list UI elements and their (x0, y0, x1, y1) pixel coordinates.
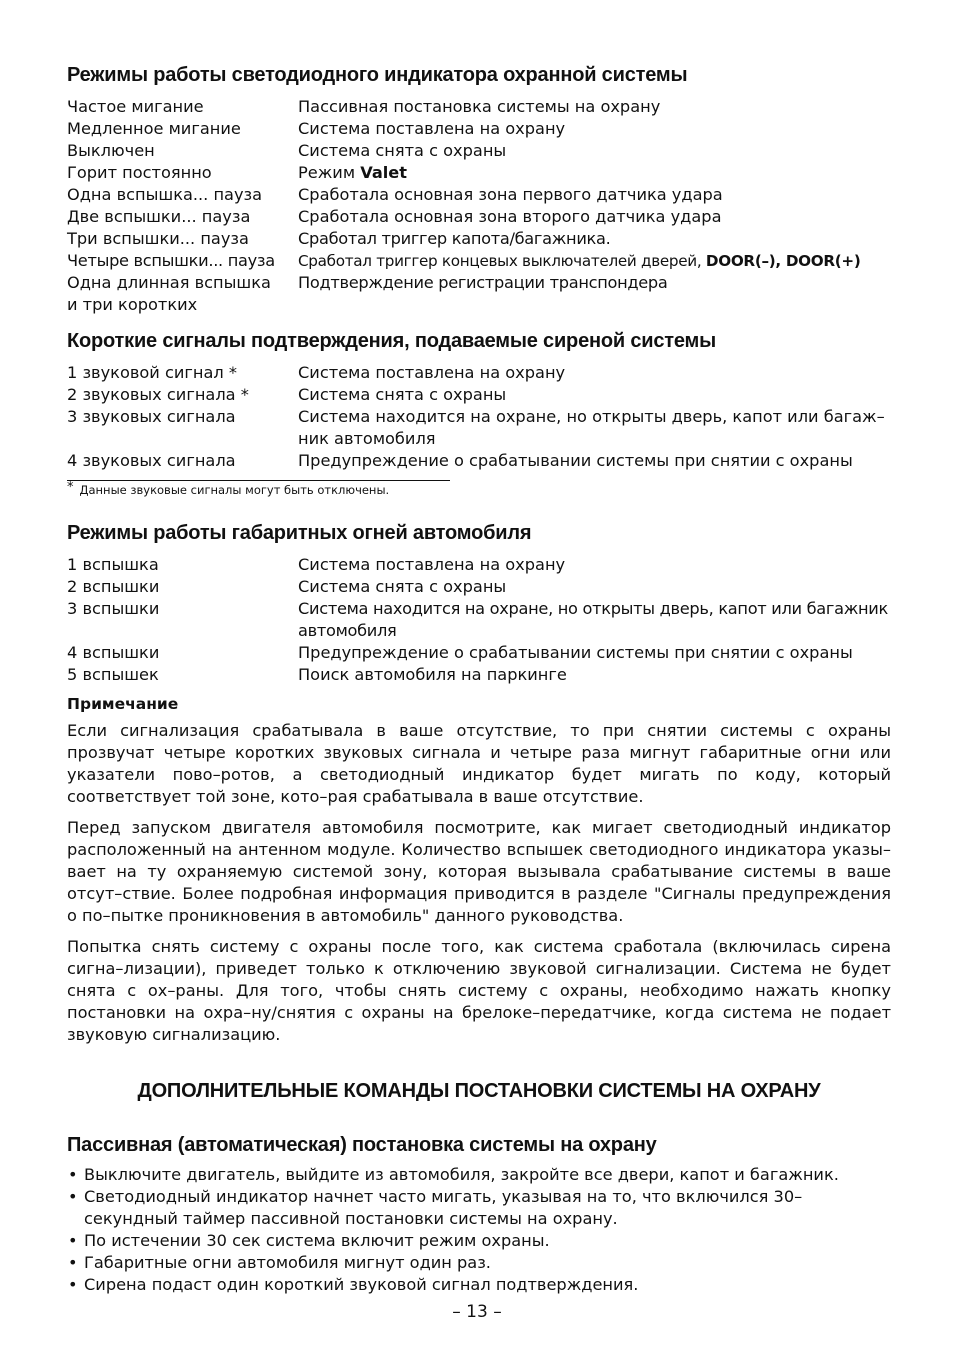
description-cell: Предупреждение о срабатывании системы при снятии с охраны (298, 643, 853, 662)
door-label: DOOR(–), DOOR(+) (705, 252, 861, 270)
table-row (67, 184, 891, 206)
mode-cell: Одна вспышка... пауза (67, 185, 263, 204)
siren-signals-table (67, 362, 891, 472)
section-title-led-modes: Режимы работы светодиодного индикатора охранной системы (67, 64, 688, 86)
flashes-cell: 3 вспышки (67, 599, 160, 618)
table-row (67, 140, 891, 162)
table-row (67, 162, 891, 184)
flashes-cell: 2 вспышки (67, 577, 160, 596)
mode-cell: Две вспышки... пауза (67, 207, 251, 226)
table-row (67, 554, 891, 576)
valet-label: Valet (360, 163, 408, 182)
list-item: • Выключите двигатель, выйдите из автомобиля, закройте все двери, капот и багажник. (68, 1165, 839, 1184)
mode-cell: Медленное мигание (67, 119, 241, 138)
description-cell: Система снята с охраны (298, 141, 507, 160)
signal-cell: 2 звуковых сигнала * (67, 385, 249, 404)
section-title-marker-lights: Режимы работы габаритных огней автомобиля (67, 522, 532, 544)
mode-cell: Горит постоянно (67, 163, 212, 182)
description-cell: Система находится на охране, но открыты дверь, капот или багажник автомобиля (298, 599, 888, 640)
section-title-passive-arming: Пассивная (автоматическая) постановка системы на охрану (67, 1134, 657, 1156)
signal-cell: 1 звуковой сигнал * (67, 363, 237, 382)
table-row (67, 118, 891, 140)
table-row (67, 406, 891, 450)
mode-cell: Четыре вспышки... пауза (67, 251, 275, 270)
description-cell: Предупреждение о срабатывании системы при снятии с охраны (298, 451, 853, 470)
description-cell: Сработала основная зона первого датчика удара (298, 185, 723, 204)
description-cell: Система поставлена на охрану (298, 555, 566, 574)
table-row (67, 272, 891, 316)
flashes-cell: 1 вспышка (67, 555, 159, 574)
document-page (67, 62, 891, 1296)
table-row (67, 96, 891, 118)
bullet-icon: • (68, 1187, 78, 1206)
table-row (67, 250, 891, 272)
table-row (67, 384, 891, 406)
description-cell: Пассивная постановка системы на охрану (298, 97, 661, 116)
bullet-icon: • (68, 1253, 78, 1272)
description-cell: Система поставлена на охрану (298, 119, 566, 138)
flashes-cell: 5 вспышек (67, 665, 159, 684)
marker-lights-table (67, 554, 891, 686)
description-cell: Режим Valet (298, 163, 408, 182)
note-paragraph: Если сигнализация срабатывала в ваше отсутствие, то при снятии системы с охраны прозвучат четыре коротких звуковых сигнала и четыре раза мигнут габаритные огни или указатели пово–ротов, а светодиодный индикатор будет мигать по коду, который соответствует той зоне, кото–рая срабатывала в ваше отсутствие. (67, 721, 891, 806)
section-title-additional-commands: ДОПОЛНИТЕЛЬНЫЕ КОМАНДЫ ПОСТАНОВКИ СИСТЕМЫ НА ОХРАНУ (137, 1080, 821, 1102)
table-row (67, 598, 891, 642)
description-cell: Подтверждение регистрации транспондера (298, 273, 668, 292)
table-row (67, 450, 891, 472)
list-item: • Габаритные огни автомобиля мигнут один раз. (68, 1253, 491, 1272)
footnote-text: Данные звуковые сигналы могут быть отключены. (79, 483, 390, 497)
table-row (67, 228, 891, 250)
description-cell: Система снята с охраны (298, 577, 507, 596)
bullet-icon: • (68, 1275, 78, 1294)
signal-cell: 3 звуковых сигнала (67, 407, 236, 426)
bullet-icon: • (68, 1231, 78, 1250)
description-cell: Система снята с охраны (298, 385, 507, 404)
table-row (67, 642, 891, 664)
table-row (67, 206, 891, 228)
description-cell: Система поставлена на охрану (298, 363, 566, 382)
description-cell: Система находится на охране, но открыты дверь, капот или багаж–ник автомобиля (298, 407, 885, 448)
passive-arming-list (67, 1164, 891, 1296)
table-row (67, 664, 891, 686)
page-number: – 13 – (452, 1302, 502, 1322)
description-cell: Сработала основная зона второго датчика удара (298, 207, 722, 226)
mode-cell: Три вспышки... пауза (67, 229, 249, 248)
footnote (67, 480, 891, 498)
section-title-siren-signals: Короткие сигналы подтверждения, подаваемые сиреной системы (67, 330, 717, 352)
table-row (67, 576, 891, 598)
mode-cell: Одна длинная вспышка и три коротких (67, 273, 271, 314)
table-row (67, 362, 891, 384)
description-cell: Сработал триггер концевых выключателей дверей, DOOR(–), DOOR(+) (298, 252, 861, 270)
note-heading: Примечание (67, 695, 179, 713)
note-paragraph: Перед запуском двигателя автомобиля посмотрите, как мигает светодиодный индикатор расположенный на антенном модуле. Количество вспышек светодиодного индикатора указы–вает на ту охраняемую системой зону, которая вызывала срабатывание системы в ваше отсут–ствие. Более подробная информация приводится в разделе "Сигналы предупреждения о по–пытке проникновения в автомобиль" данного руководства. (67, 818, 891, 925)
bullet-icon: • (68, 1165, 78, 1184)
mode-cell: Выключен (67, 141, 155, 160)
note-paragraph: Попытка снять систему с охраны после того, как система сработала (включилась сирена сигна–лизации), приведет только к отключению звуковой сигнализации. Система не будет снята с ох–раны. Для того, чтобы снять систему с охраны, необходимо нажать кнопку постановки на охра–ну/снятия с охраны на брелоке–передатчике, когда система не подает звуковую сигнализацию. (67, 937, 891, 1044)
description-cell: Сработал триггер капота/багажника. (298, 229, 611, 248)
signal-cell: 4 звуковых сигнала (67, 451, 236, 470)
flashes-cell: 4 вспышки (67, 643, 160, 662)
mode-cell: Частое мигание (67, 97, 204, 116)
footnote-star: * (67, 480, 74, 495)
footnote-divider (67, 480, 450, 481)
led-modes-table (67, 96, 891, 316)
description-cell: Поиск автомобиля на паркинге (298, 665, 567, 684)
list-item: • Светодиодный индикатор начнет часто мигать, указывая на то, что включился 30–секундный таймер пассивной постановки системы на охрану. (68, 1187, 803, 1228)
list-item: • По истечении 30 сек система включит режим охраны. (68, 1231, 550, 1250)
list-item: • Сирена подаст один короткий звуковой сигнал подтверждения. (68, 1275, 639, 1294)
